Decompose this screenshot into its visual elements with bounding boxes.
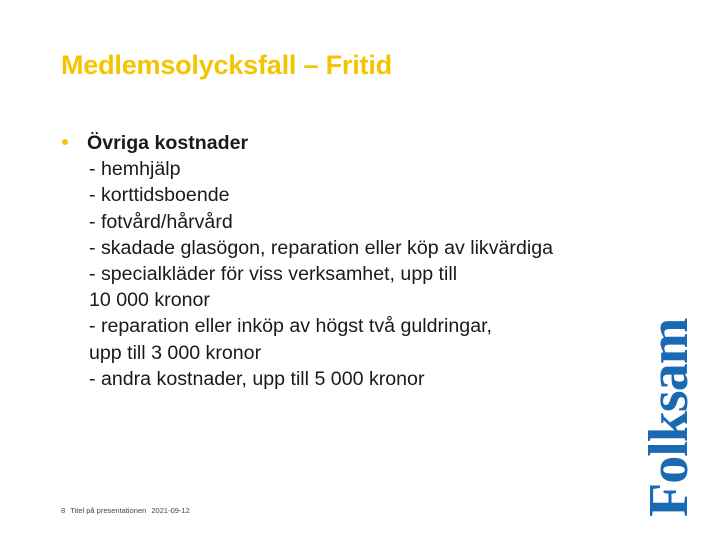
bullet-line: 10 000 kronor [89, 289, 210, 312]
bullet-line: upp till 3 000 kronor [89, 341, 262, 364]
bullet-line: - skadade glasögon, reparation eller köp av likvärdiga [89, 236, 553, 259]
page-number: 8 [61, 506, 66, 515]
slide-footer [61, 506, 190, 515]
bullet-block [62, 130, 553, 392]
bullet-lines [87, 130, 553, 392]
slide-title: Medlemsolycksfall – Fritid [61, 50, 392, 80]
bullet-line: - andra kostnader, upp till 5 000 kronor [89, 367, 425, 390]
bullet-dot-icon [62, 139, 68, 145]
bullet-line: - korttidsboende [89, 184, 230, 207]
bullet-line: - hemhjälp [89, 158, 181, 181]
bullet-line: - specialkläder för viss verksamhet, upp till [89, 263, 458, 286]
bullet-line: - reparation eller inköp av högst två guldringar, [89, 315, 492, 338]
presentation-title: Titel på presentationen [70, 506, 147, 515]
footer-date: 2021-09-12 [151, 506, 190, 515]
folksam-logo: Folksam [638, 318, 700, 517]
bullet-line: - fotvård/hårvård [89, 210, 233, 233]
bullet-heading: Övriga kostnader [87, 132, 249, 154]
